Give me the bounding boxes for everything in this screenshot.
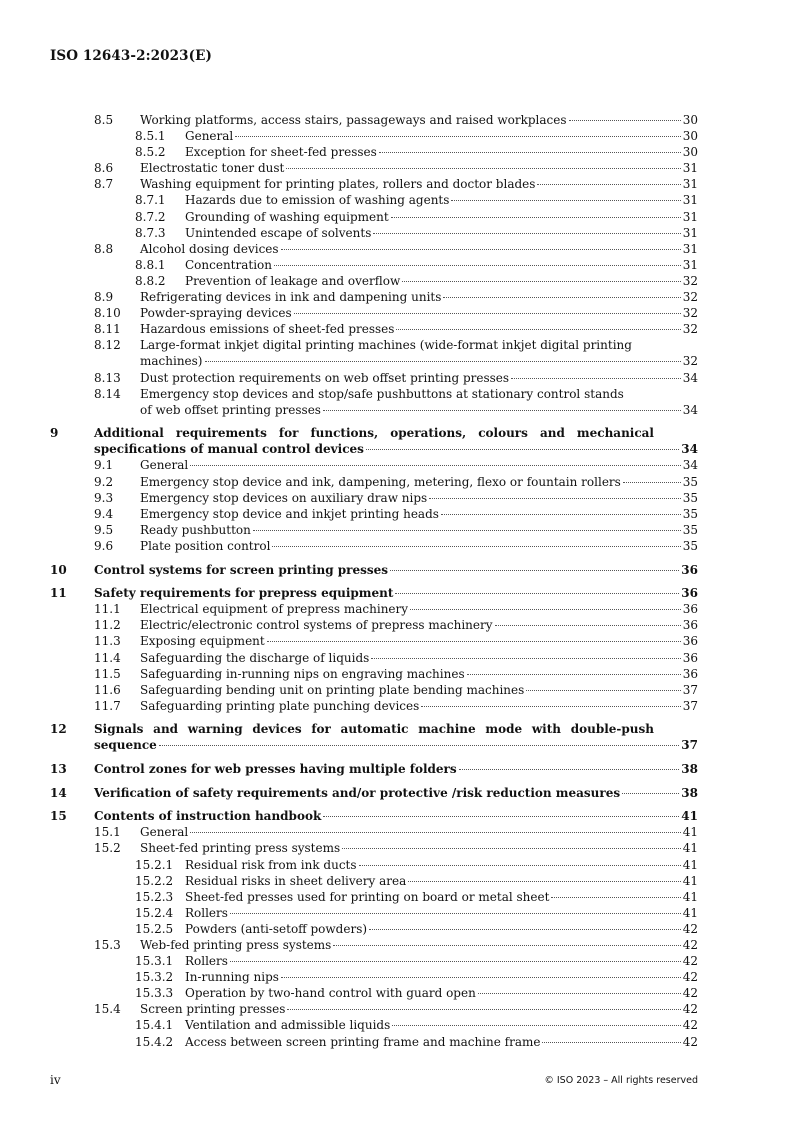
toc-entry[interactable]: [50, 682, 698, 698]
toc-entry-page: 35: [682, 506, 698, 521]
toc-entry-page: 36: [682, 602, 698, 617]
toc-entry-title: Emergency stop device and ink, dampening, metering, flexo or fountain rollers: [140, 474, 621, 489]
toc-entry-title: Access between screen printing frame and machine frame: [185, 1034, 541, 1049]
toc-entry[interactable]: [50, 905, 698, 921]
toc-entry-page: 30: [682, 145, 698, 160]
toc-entry[interactable]: [50, 761, 698, 777]
toc-entry-number: 9.5: [94, 522, 114, 537]
toc-entry-number: 8.8.2: [135, 273, 166, 288]
toc-entry[interactable]: [50, 209, 698, 225]
dot-leader: [267, 641, 681, 642]
toc-entry-number: 15: [50, 809, 67, 824]
toc-entry-page: 36: [681, 586, 698, 601]
toc-entry-number: 8.8: [94, 241, 114, 256]
toc-entry-number: 9: [50, 426, 59, 441]
dot-leader: [230, 913, 681, 914]
toc-entry[interactable]: [50, 562, 698, 578]
toc-entry-title: Refrigerating devices in ink and dampening units: [140, 290, 442, 305]
dot-leader: [478, 993, 681, 994]
toc-entry[interactable]: [50, 857, 698, 873]
toc-entry-number: 8.14: [94, 386, 121, 401]
toc-entry-page: 34: [682, 458, 698, 473]
toc-entry-page: 42: [682, 1018, 698, 1033]
toc-entry[interactable]: [50, 337, 698, 369]
toc-entry-title: Hazardous emissions of sheet-fed presses: [140, 322, 395, 337]
toc-entry-page: 42: [682, 938, 698, 952]
toc-entry-title: Rollers: [185, 954, 228, 969]
toc-entry[interactable]: [50, 873, 698, 889]
toc-entry-page: 35: [682, 538, 698, 553]
toc-entry[interactable]: [50, 698, 698, 714]
toc-entry-number: 8.7.2: [135, 209, 166, 224]
toc-entry-page: 41: [682, 841, 698, 856]
toc-entry-title: Dust protection requirements on web offset printing presses: [140, 370, 510, 385]
toc-entry-number: 8.11: [94, 322, 121, 337]
toc-entry-page: 37: [681, 738, 698, 753]
toc-entry-number: 15.2.1: [135, 857, 174, 872]
toc-entry-title: Contents of instruction handbook: [94, 809, 322, 824]
toc-entry-title: Large-format inkjet digital printing machines (wide-format inkjet digital printing: [140, 338, 632, 353]
toc-entry-number: 9.1: [94, 458, 114, 473]
dot-leader: [622, 793, 679, 794]
toc-entry-page: 38: [681, 762, 698, 777]
dot-leader: [429, 498, 681, 499]
toc-entry-title: Washing equipment for printing plates, rollers and doctor blades: [140, 177, 536, 192]
toc-entry-title: specifications of manual control devices: [94, 442, 364, 457]
toc-entry-title: Web-fed printing press systems: [140, 938, 332, 952]
toc-entry-title: Working platforms, access stairs, passageways and raised workplaces: [140, 113, 567, 127]
dot-leader: [391, 217, 681, 218]
toc-entry[interactable]: [50, 601, 698, 617]
toc-entry-page: 32: [682, 354, 698, 369]
toc-entry-page: 31: [682, 193, 698, 208]
toc-entry[interactable]: [50, 160, 698, 176]
toc-entry-title: Emergency stop devices on auxiliary draw nips: [140, 490, 428, 505]
toc-entry-number: 11: [50, 586, 67, 601]
dot-leader: [235, 136, 680, 137]
toc-entry-title: Screen printing presses: [140, 1002, 286, 1017]
dot-leader: [323, 816, 679, 817]
toc-entry-number: 15.3.2: [135, 970, 174, 985]
toc-entry-page: 34: [682, 402, 698, 417]
toc-entry[interactable]: [50, 506, 698, 522]
toc-entry[interactable]: [50, 289, 698, 305]
toc-entry-page: 31: [682, 161, 698, 176]
toc-entry-title: General: [140, 825, 189, 840]
toc-entry-number: 8.10: [94, 306, 121, 321]
dot-leader: [623, 482, 681, 483]
toc-entry-title: Residual risks in sheet delivery area: [185, 873, 407, 888]
toc-entry[interactable]: [50, 241, 698, 257]
toc-entry-number: 15.3.3: [135, 986, 174, 1001]
toc-entry-title: Safeguarding printing plate punching devices: [140, 698, 420, 713]
toc-entry-number: 11.2: [94, 618, 121, 633]
dot-leader: [253, 530, 681, 531]
dot-leader: [281, 249, 681, 250]
toc-entry-title: Alcohol dosing devices: [140, 241, 279, 256]
toc-entry-number: 10: [50, 562, 67, 577]
toc-entry[interactable]: [50, 633, 698, 649]
toc-entry-number: 9.2: [94, 474, 114, 489]
toc-entry-number: 11.3: [94, 634, 121, 649]
toc-entry-page: 31: [682, 225, 698, 240]
toc-entry[interactable]: [50, 785, 698, 801]
toc-entry-number: 15.2.2: [135, 873, 174, 888]
toc-entry-number: 11.7: [94, 698, 121, 713]
copyright-notice: © ISO 2023 – All rights reserved: [544, 1075, 698, 1086]
toc-entry-page: 38: [681, 785, 698, 800]
toc-entry-title: General: [185, 129, 234, 144]
dot-leader: [511, 378, 681, 379]
toc-entry-page: 36: [682, 666, 698, 681]
toc-entry-title: Electrical equipment of prepress machinery: [140, 602, 409, 617]
toc-entry-number: 15.2.5: [135, 921, 174, 936]
toc-entry-page: 42: [682, 954, 698, 969]
toc-entry[interactable]: [50, 425, 698, 457]
toc-entry-title: Control systems for screen printing presses: [94, 562, 389, 577]
toc-entry-page: 30: [682, 113, 698, 127]
dot-leader: [395, 593, 679, 594]
toc-entry-number: 15.2.3: [135, 889, 174, 904]
toc-entry-title: Ventilation and admissible liquids: [185, 1018, 391, 1033]
toc-entry-page: 41: [682, 873, 698, 888]
dot-leader: [421, 706, 680, 707]
toc-entry-title: Control zones for web presses having multiple folders: [94, 762, 457, 777]
toc-entry-number: 8.6: [94, 161, 114, 176]
toc-entry-title: Exception for sheet-fed presses: [185, 145, 377, 160]
toc-entry-page: 35: [682, 490, 698, 505]
dot-leader: [333, 945, 680, 946]
toc-entry-number: 11.5: [94, 666, 121, 681]
toc-entry[interactable]: [50, 889, 698, 905]
toc-entry-title: Signals and warning devices for automatic machine mode with double-push: [94, 722, 654, 737]
toc-entry[interactable]: [50, 273, 698, 289]
toc-entry-number: 15.3: [94, 938, 121, 952]
toc-entry-page: 30: [682, 129, 698, 144]
toc-entry-page: 42: [682, 921, 698, 936]
toc-entry-page: 41: [681, 809, 698, 824]
dot-leader: [392, 1025, 680, 1026]
toc-entry[interactable]: [50, 192, 698, 208]
toc-entry-number: 12: [50, 722, 67, 737]
dot-leader: [526, 690, 680, 691]
toc-entry[interactable]: [50, 1034, 698, 1050]
dot-leader: [281, 977, 681, 978]
toc-entry-page: 32: [682, 273, 698, 288]
toc-entry-title: Exposing equipment: [140, 634, 265, 649]
toc-entry[interactable]: [50, 370, 698, 386]
toc-entry-title: Concentration: [185, 257, 273, 272]
toc-entry[interactable]: [50, 721, 698, 753]
dot-leader: [373, 233, 680, 234]
toc-entry-title: Unintended escape of solvents: [185, 225, 372, 240]
toc-entry-page: 32: [682, 306, 698, 321]
toc-entry-number: 15.4: [94, 1002, 121, 1017]
toc-entry-title: Sheet-fed printing press systems: [140, 841, 341, 856]
toc-entry-title: Sheet-fed presses used for printing on board or metal sheet: [185, 889, 550, 904]
table-of-contents: [50, 112, 698, 1050]
toc-entry[interactable]: [50, 144, 698, 160]
toc-entry[interactable]: [50, 305, 698, 321]
toc-entry[interactable]: [50, 112, 698, 128]
toc-entry-number: 13: [50, 762, 67, 777]
toc-entry[interactable]: [50, 585, 698, 601]
toc-entry-page: 41: [682, 905, 698, 920]
toc-entry-title: In-running nips: [185, 970, 279, 985]
dot-leader: [537, 184, 680, 185]
toc-entry-number: 15.1: [94, 825, 121, 840]
toc-entry-page: 42: [682, 986, 698, 1001]
toc-entry[interactable]: [50, 225, 698, 241]
toc-entry-title: Emergency stop devices and stop/safe pushbuttons at stationary control stands: [140, 386, 624, 401]
toc-entry-page: 41: [682, 857, 698, 872]
dot-leader: [402, 281, 680, 282]
toc-entry[interactable]: [50, 128, 698, 144]
toc-entry[interactable]: [50, 937, 698, 953]
toc-entry[interactable]: [50, 474, 698, 490]
toc-entry-number: 15.3.1: [135, 954, 174, 969]
toc-entry[interactable]: [50, 840, 698, 856]
dot-leader: [366, 449, 679, 450]
page-number: iv: [50, 1073, 61, 1087]
dot-leader: [390, 570, 679, 571]
toc-entry-title: Verification of safety requirements and/or protective /risk reduction measures: [94, 785, 621, 800]
toc-entry-page: 42: [682, 970, 698, 985]
dot-leader: [205, 361, 681, 362]
toc-entry-title: General: [140, 458, 189, 473]
toc-entry[interactable]: [50, 386, 698, 418]
toc-entry-number: 8.13: [94, 370, 121, 385]
toc-entry-page: 35: [682, 522, 698, 537]
toc-entry-title: Prevention of leakage and overflow: [185, 273, 401, 288]
toc-entry-number: 8.7.1: [135, 193, 166, 208]
toc-entry-number: 8.7.3: [135, 225, 166, 240]
toc-entry-page: 32: [682, 290, 698, 305]
dot-leader: [272, 546, 680, 547]
toc-entry-title: Residual risk from ink ducts: [185, 857, 357, 872]
toc-entry[interactable]: [50, 969, 698, 985]
toc-entry-title: Rollers: [185, 905, 228, 920]
toc-entry-number: 8.9: [94, 290, 114, 305]
toc-entry-number: 8.8.1: [135, 257, 166, 272]
toc-entry-title: Powder-spraying devices: [140, 306, 292, 321]
toc-entry-title: Grounding of washing equipment: [185, 209, 389, 224]
dot-leader: [287, 1009, 680, 1010]
toc-entry-title: Safeguarding bending unit on printing plate bending machines: [140, 682, 525, 697]
dot-leader: [159, 745, 679, 746]
toc-entry-page: 36: [682, 650, 698, 665]
toc-entry-number: 11.4: [94, 650, 121, 665]
toc-entry-page: 42: [682, 1002, 698, 1017]
toc-entry-title: sequence: [94, 738, 157, 753]
toc-entry-title: machines): [140, 354, 203, 369]
toc-entry-number: 11.6: [94, 682, 121, 697]
dot-leader: [369, 929, 681, 930]
toc-entry-title: Electric/electronic control systems of prepress machinery: [140, 618, 493, 633]
dot-leader: [441, 514, 681, 515]
toc-entry-title: Safeguarding the discharge of liquids: [140, 650, 370, 665]
toc-entry-title: Emergency stop device and inkjet printing heads: [140, 506, 439, 521]
toc-entry[interactable]: [50, 257, 698, 273]
toc-entry-number: 15.2.4: [135, 905, 174, 920]
dot-leader: [495, 625, 681, 626]
toc-entry[interactable]: [50, 176, 698, 192]
toc-entry-number: 15.4.1: [135, 1018, 174, 1033]
toc-entry-page: 32: [682, 322, 698, 337]
dot-leader: [286, 168, 680, 169]
toc-entry[interactable]: [50, 985, 698, 1001]
toc-entry-number: 15.4.2: [135, 1034, 174, 1049]
toc-entry-page: 36: [681, 562, 698, 577]
dot-leader: [459, 769, 680, 770]
toc-entry-number: 9.6: [94, 538, 114, 553]
dot-leader: [542, 1042, 680, 1043]
toc-entry-title: Operation by two-hand control with guard open: [185, 986, 476, 1001]
toc-entry-title: Ready pushbutton: [140, 522, 251, 537]
toc-entry-page: 31: [682, 209, 698, 224]
dot-leader: [342, 848, 681, 849]
toc-entry-number: 8.7: [94, 177, 114, 192]
toc-entry[interactable]: [50, 650, 698, 666]
dot-leader: [443, 297, 680, 298]
dot-leader: [274, 265, 681, 266]
toc-entry[interactable]: [50, 457, 698, 473]
toc-entry-page: 31: [682, 177, 698, 192]
toc-entry-title: Safety requirements for prepress equipment: [94, 586, 394, 601]
toc-entry-number: 11.1: [94, 602, 121, 617]
toc-entry-page: 31: [682, 241, 698, 256]
toc-entry-page: 41: [682, 825, 698, 840]
dot-leader: [396, 329, 680, 330]
toc-entry[interactable]: [50, 953, 698, 969]
dot-leader: [359, 865, 681, 866]
toc-entry-page: 34: [681, 442, 698, 457]
toc-entry-page: 37: [682, 682, 698, 697]
toc-entry-page: 41: [682, 889, 698, 904]
dot-leader: [467, 674, 681, 675]
toc-entry[interactable]: [50, 808, 698, 824]
toc-entry[interactable]: [50, 490, 698, 506]
toc-entry-number: 14: [50, 785, 67, 800]
toc-entry-number: 9.4: [94, 506, 114, 521]
dot-leader: [408, 881, 680, 882]
toc-entry[interactable]: [50, 321, 698, 337]
dot-leader: [323, 410, 681, 411]
toc-entry[interactable]: [50, 1001, 698, 1017]
toc-entry-number: 15.2: [94, 841, 121, 856]
toc-entry-number: 8.12: [94, 338, 121, 353]
dot-leader: [230, 961, 681, 962]
toc-entry[interactable]: [50, 921, 698, 937]
toc-entry-page: 37: [682, 698, 698, 713]
toc-entry-page: 36: [682, 618, 698, 633]
dot-leader: [190, 832, 680, 833]
toc-entry-page: 34: [682, 370, 698, 385]
toc-entry-title: Additional requirements for functions, operations, colours and mechanical: [94, 426, 654, 441]
toc-entry-number: 8.5.2: [135, 145, 166, 160]
dot-leader: [371, 658, 680, 659]
dot-leader: [551, 897, 680, 898]
dot-leader: [451, 200, 680, 201]
dot-leader: [190, 465, 680, 466]
toc-entry-page: 35: [682, 474, 698, 489]
toc-entry[interactable]: [50, 538, 698, 554]
toc-entry-number: 8.5: [94, 113, 114, 127]
toc-entry[interactable]: [50, 824, 698, 840]
toc-entry-number: 9.3: [94, 490, 114, 505]
toc-entry-title: Plate position control: [140, 538, 271, 553]
document-header: ISO 12643-2:2023(E): [50, 48, 213, 64]
toc-entry[interactable]: [50, 522, 698, 538]
dot-leader: [294, 313, 681, 314]
toc-entry[interactable]: [50, 617, 698, 633]
toc-entry-number: 8.5.1: [135, 129, 166, 144]
toc-entry-title: of web offset printing presses: [140, 402, 321, 417]
toc-entry-page: 42: [682, 1034, 698, 1049]
toc-entry[interactable]: [50, 1017, 698, 1033]
toc-entry-title: Safeguarding in-running nips on engraving machines: [140, 666, 465, 681]
dot-leader: [569, 120, 681, 121]
toc-entry-page: 36: [682, 634, 698, 649]
toc-entry-title: Hazards due to emission of washing agents: [185, 193, 450, 208]
toc-entry-page: 31: [682, 257, 698, 272]
toc-entry-title: Electrostatic toner dust: [140, 161, 285, 176]
toc-entry-title: Powders (anti-setoff powders): [185, 921, 368, 936]
dot-leader: [410, 609, 681, 610]
dot-leader: [379, 152, 681, 153]
toc-entry[interactable]: [50, 666, 698, 682]
